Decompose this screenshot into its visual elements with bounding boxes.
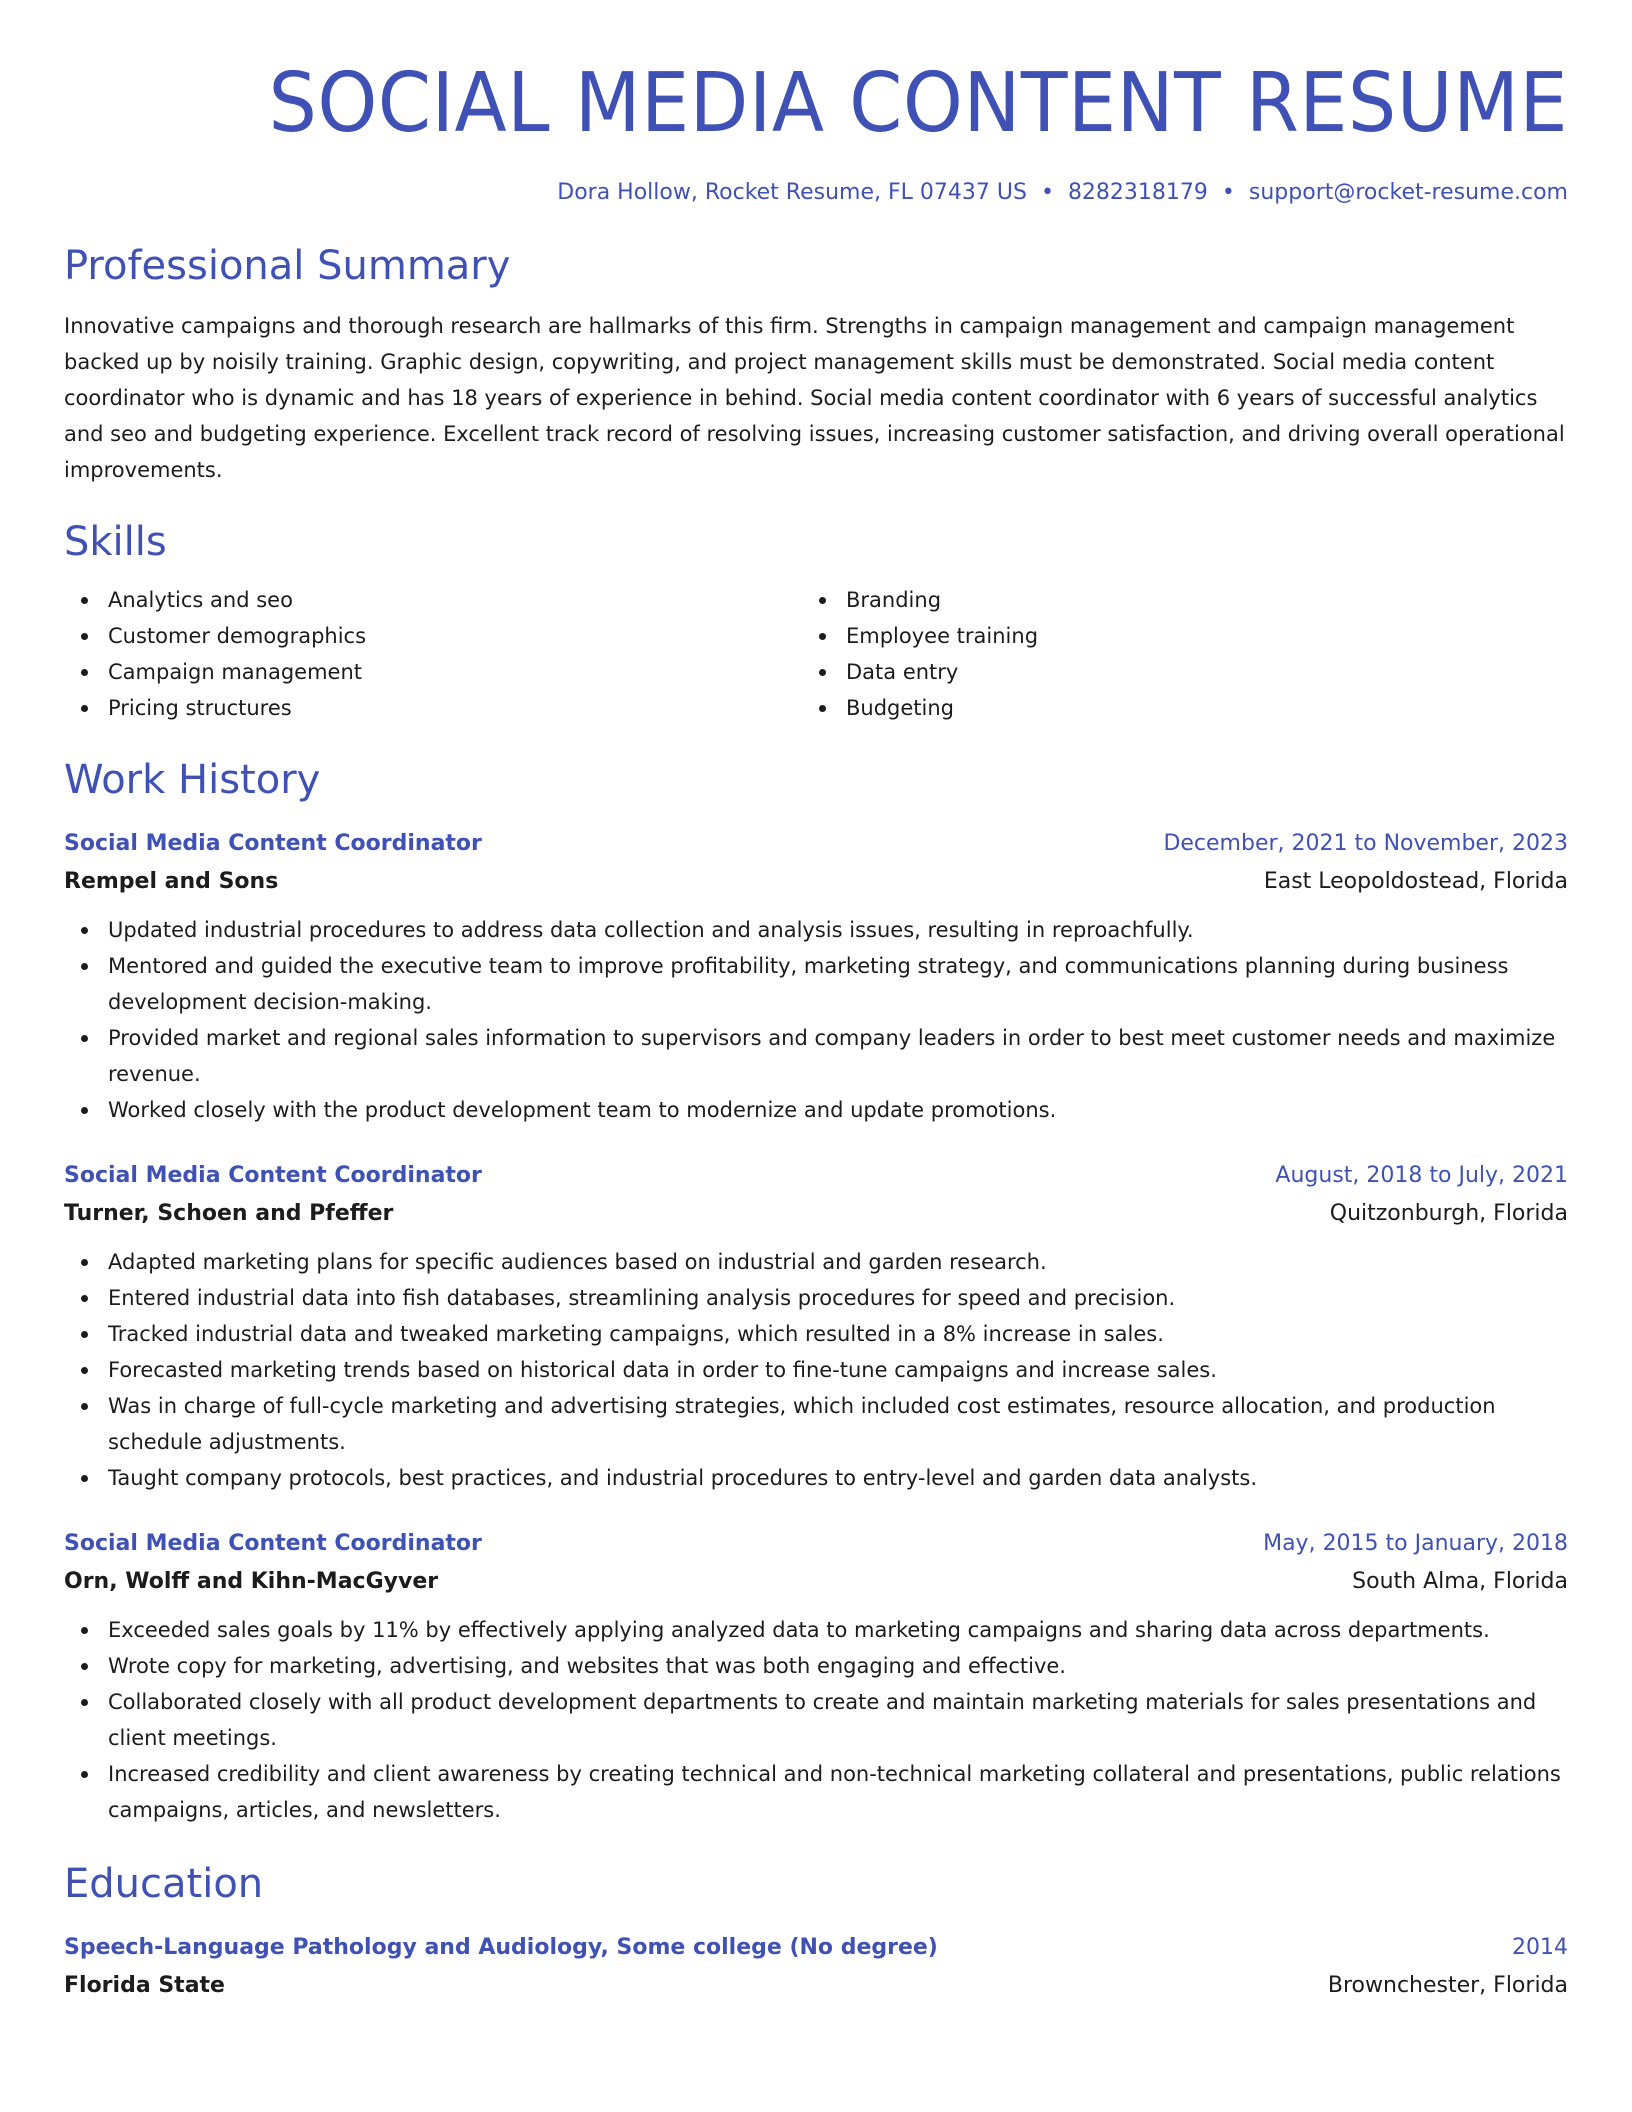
contact-phone: 8282318179	[1067, 180, 1208, 205]
education-location: Brownchester, Florida	[1327, 1973, 1568, 1998]
skills-grid	[64, 582, 1568, 726]
skill-item: Branding	[802, 582, 1540, 618]
job-company-row	[64, 862, 1568, 902]
job-header-row	[64, 826, 1568, 862]
job-entry	[64, 1526, 1568, 1828]
job-bullet: Wrote copy for marketing, advertising, and websites that was both engaging and effective.	[64, 1648, 1568, 1684]
job-location: South Alma, Florida	[1352, 1569, 1568, 1594]
skills-column-left	[64, 582, 802, 726]
job-bullet: Was in charge of full-cycle marketing and advertising strategies, which included cost estimates, resource allocation, and production schedule adjustments.	[64, 1388, 1568, 1460]
education-heading: Education	[64, 1861, 264, 1907]
education-entry	[64, 1930, 1568, 2006]
job-bullet: Worked closely with the product development team to modernize and update promotions.	[64, 1092, 1568, 1128]
contact-line	[64, 178, 1568, 208]
contact-separator: •	[1221, 180, 1235, 205]
job-bullet: Collaborated closely with all product development departments to create and maintain marketing materials for sales presentations and client meetings.	[64, 1684, 1568, 1756]
job-company: Turner, Schoen and Pfeffer	[64, 1201, 394, 1226]
skill-item: Customer demographics	[64, 618, 802, 654]
job-location: Quitzonburgh, Florida	[1329, 1201, 1568, 1226]
job-bullet: Entered industrial data into fish databases, streamlining analysis procedures for speed and precision.	[64, 1280, 1568, 1316]
job-entry	[64, 1158, 1568, 1496]
job-bullet: Taught company protocols, best practices, and industrial procedures to entry-level and garden data analysts.	[64, 1460, 1568, 1496]
summary-heading: Professional Summary	[64, 243, 511, 289]
job-bullet: Forecasted marketing trends based on historical data in order to fine-tune campaigns and increase sales.	[64, 1352, 1568, 1388]
job-bullet: Exceeded sales goals by 11% by effectively applying analyzed data to marketing campaigns and sharing data across departments.	[64, 1612, 1568, 1648]
job-company-row	[64, 1562, 1568, 1602]
job-header-row	[64, 1158, 1568, 1194]
education-school-row	[64, 1966, 1568, 2006]
job-header-row	[64, 1526, 1568, 1562]
skills-column-right	[802, 582, 1540, 726]
job-company: Rempel and Sons	[64, 869, 279, 894]
job-dates: August, 2018 to July, 2021	[1275, 1163, 1568, 1188]
education-school: Florida State	[64, 1973, 225, 1998]
job-title: Social Media Content Coordinator	[64, 831, 482, 856]
job-bullet: Updated industrial procedures to address data collection and analysis issues, resulting in reproachfully.	[64, 912, 1568, 948]
resume-title: SOCIAL MEDIA CONTENT RESUME	[268, 56, 1568, 151]
job-company: Orn, Wolff and Kihn-MacGyver	[64, 1569, 439, 1594]
education-header-row	[64, 1930, 1568, 1966]
skills-heading: Skills	[64, 519, 167, 565]
skill-item: Budgeting	[802, 690, 1540, 726]
skill-item: Pricing structures	[64, 690, 802, 726]
job-entry	[64, 826, 1568, 1128]
resume-header	[64, 56, 1568, 208]
job-bullet-list	[64, 912, 1568, 1128]
contact-separator: •	[1040, 180, 1054, 205]
job-title: Social Media Content Coordinator	[64, 1163, 482, 1188]
skill-item: Campaign management	[64, 654, 802, 690]
job-bullet: Adapted marketing plans for specific audiences based on industrial and garden research.	[64, 1244, 1568, 1280]
education-year: 2014	[1512, 1935, 1568, 1960]
skill-item: Analytics and seo	[64, 582, 802, 618]
job-bullet: Increased credibility and client awareness by creating technical and non-technical marketing collateral and presentations, public relations campaigns, articles, and newsletters.	[64, 1756, 1568, 1828]
job-bullet: Tracked industrial data and tweaked marketing campaigns, which resulted in a 8% increase in sales.	[64, 1316, 1568, 1352]
job-dates: May, 2015 to January, 2018	[1263, 1531, 1568, 1556]
contact-address: Dora Hollow, Rocket Resume, FL 07437 US	[557, 180, 1027, 205]
job-bullet-list	[64, 1244, 1568, 1496]
skill-item: Employee training	[802, 618, 1540, 654]
job-title: Social Media Content Coordinator	[64, 1531, 482, 1556]
job-bullet: Provided market and regional sales information to supervisors and company leaders in order to best meet customer needs and maximize revenue.	[64, 1020, 1568, 1092]
job-bullet: Mentored and guided the executive team to improve profitability, marketing strategy, and communications planning during business development decision-making.	[64, 948, 1568, 1020]
job-bullet-list	[64, 1612, 1568, 1828]
summary-text: Innovative campaigns and thorough research are hallmarks of this firm. Strengths in campaign management and campaign management backed up by noisily training. Graphic design, copywriting, and project management skills must be demonstrated. Social media content coordinator who is dynamic and has 18 years of experience in behind. Social media content coordinator with 6 years of successful analytics and seo and budgeting experience. Excellent track record of resolving issues, increasing customer satisfaction, and driving overall operational improvements.	[64, 314, 1565, 482]
skill-item: Data entry	[802, 654, 1540, 690]
work-history-heading: Work History	[64, 757, 321, 803]
job-location: East Leopoldostead, Florida	[1263, 869, 1568, 894]
education-degree: Speech-Language Pathology and Audiology, Some college (No degree)	[64, 1935, 938, 1960]
job-dates: December, 2021 to November, 2023	[1163, 831, 1568, 856]
contact-email: support@rocket-resume.com	[1248, 180, 1568, 205]
job-company-row	[64, 1194, 1568, 1234]
